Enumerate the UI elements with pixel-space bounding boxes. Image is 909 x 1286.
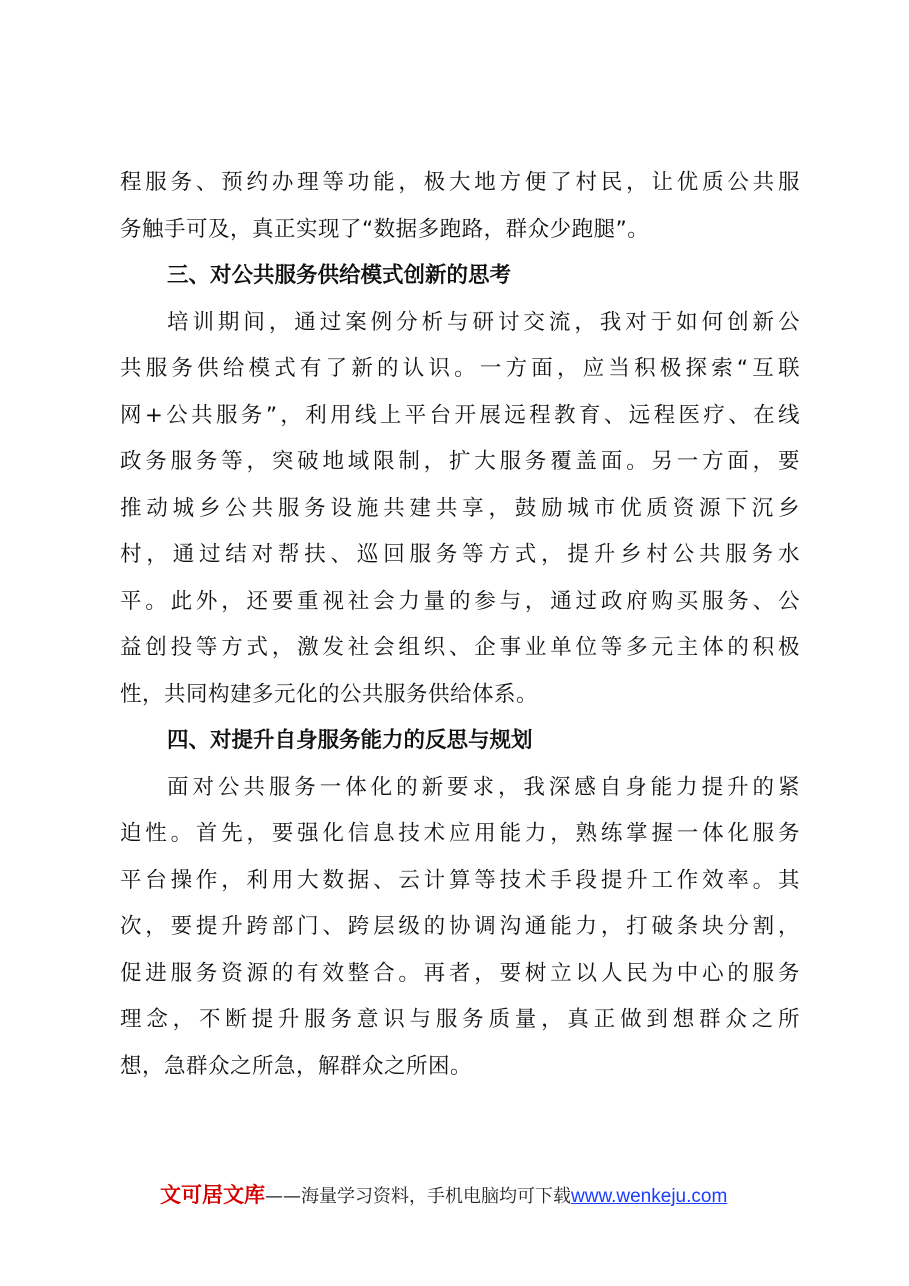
- footer-brand: 文可居文库: [160, 1183, 265, 1207]
- body-line: 益创投等方式，激发社会组织、企事业单位等多元主体的积极: [120, 635, 800, 660]
- paragraph-first-line: 培训期间，通过案例分析与研讨交流，我对于如何创新公: [167, 309, 800, 335]
- body-line: 程服务、预约办理等功能，极大地方便了村民，让优质公共服: [120, 170, 800, 195]
- body-line: 理念，不断提升服务意识与服务质量，真正做到想群众之所: [120, 1007, 800, 1032]
- body-line: 促进服务资源的有效整合。再者，要树立以人民为中心的服务: [120, 960, 800, 986]
- body-line: 村，通过结对帮扶、巡回服务等方式，提升乡村公共服务水: [120, 542, 800, 567]
- footer-banner: [160, 1180, 800, 1212]
- document-body: [120, 160, 800, 1090]
- footer-tagline: 海量学习资料，手机电脑均可下载: [301, 1186, 571, 1207]
- body-line: 推动城乡公共服务设施共建共享，鼓励城市优质资源下沉乡: [120, 495, 800, 521]
- body-line: 次，要提升跨部门、跨层级的协调沟通能力，打破条块分割，: [120, 914, 800, 939]
- footer-link[interactable]: www.wenkeju.com: [571, 1186, 728, 1207]
- body-line: 想，急群众之所急，解群众之所困。: [120, 1053, 473, 1079]
- paragraph-first-line: 面对公共服务一体化的新要求，我深感自身能力提升的紧: [167, 774, 800, 800]
- footer-separator: ——: [265, 1186, 301, 1207]
- body-line: 务触手可及，真正实现了“数据多跑路，群众少跑腿”。: [120, 216, 650, 242]
- body-line: 平台操作，利用大数据、云计算等技术手段提升工作效率。其: [120, 867, 800, 893]
- section-heading-4: 四、对提升自身服务能力的反思与规划: [167, 728, 533, 753]
- section-heading-3: 三、对公共服务供给模式创新的思考: [167, 263, 512, 288]
- body-line: 共服务供给模式有了新的认识。一方面，应当积极探索“互联: [120, 356, 800, 381]
- body-line: 迫性。首先，要强化信息技术应用能力，熟练掌握一体化服务: [120, 821, 800, 846]
- body-line: 政务服务等，突破地域限制，扩大服务覆盖面。另一方面，要: [120, 449, 800, 474]
- body-line: 平。此外，还要重视社会力量的参与，通过政府购买服务、公: [120, 588, 800, 614]
- body-line: 网+公共服务”，利用线上平台开展远程教育、远程医疗、在线: [120, 402, 800, 428]
- body-line: 性，共同构建多元化的公共服务供给体系。: [120, 681, 539, 707]
